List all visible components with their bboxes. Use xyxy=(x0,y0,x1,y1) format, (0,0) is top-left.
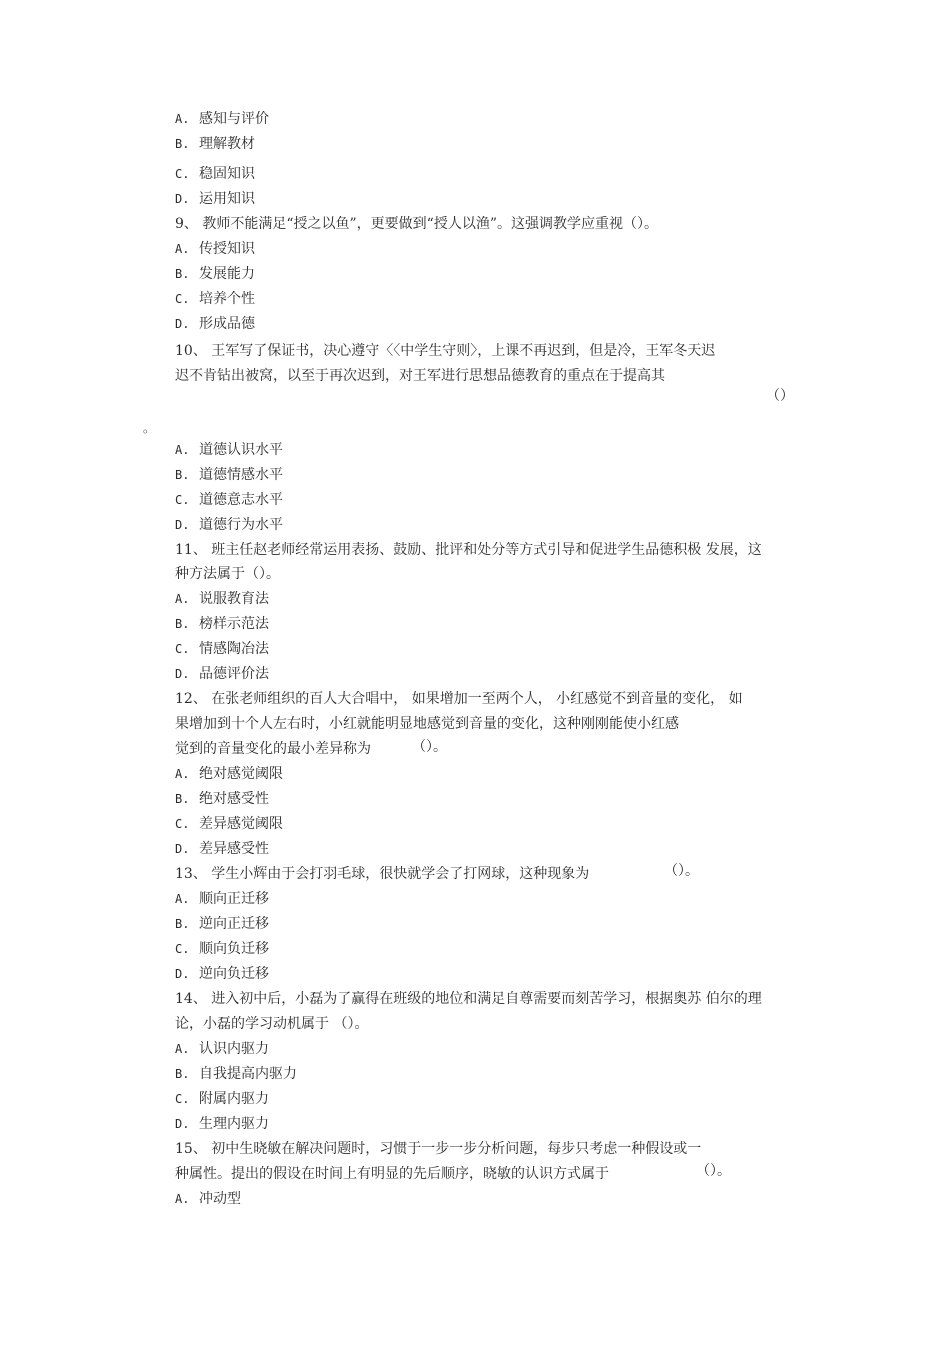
q8-option-a: A. 感知与评价 xyxy=(175,111,269,127)
q14-option-b: B. 自我提高内驱力 xyxy=(175,1066,297,1082)
q14-option-a: A. 认识内驱力 xyxy=(175,1041,269,1057)
q15-answer-paren: （）。 xyxy=(696,1163,731,1179)
q12-option-c: C. 差异感觉阈限 xyxy=(175,816,283,832)
q8-option-c: C. 稳固知识 xyxy=(175,166,255,182)
q11-option-d: D. 品德评价法 xyxy=(175,666,269,682)
q9-option-b: B. 发展能力 xyxy=(175,266,255,282)
q12-option-d: D. 差异感受性 xyxy=(175,841,269,857)
q9-answer-paren: （）。 xyxy=(623,216,658,232)
q10-stem-line1: 10、 王军写了保证书，决心遵守〈〈中学生守则〉，上课不再迟到，但是冷，王军冬天迟 xyxy=(175,343,716,359)
q10-option-b: B. 道德情感水平 xyxy=(175,467,283,483)
q10-option-c: C. 道德意志水平 xyxy=(175,492,283,508)
q12-answer-paren: （）。 xyxy=(412,739,447,755)
q12-stem-line3: 觉到的音量变化的最小差异称为 xyxy=(175,741,371,757)
q10-trailing-mark: 。 xyxy=(143,421,156,435)
q13-answer-paren: （）。 xyxy=(664,863,699,879)
q13-option-d: D. 逆向负迁移 xyxy=(175,966,269,982)
q14-stem-line1: 14、 进入初中后，小磊为了赢得在班级的地位和满足自尊需要而刻苦学习，根据奥苏 伯尔的理 xyxy=(175,991,762,1007)
q13-option-c: C. 顺向负迁移 xyxy=(175,941,269,957)
q8-option-d: D. 运用知识 xyxy=(175,191,255,207)
q13-option-b: B. 逆向正迁移 xyxy=(175,916,269,932)
q11-option-b: B. 榜样示范法 xyxy=(175,616,269,632)
q11-stem-line2: 种方法属于（）。 xyxy=(175,566,280,582)
q15-stem-line1: 15、 初中生晓敏在解决问题时，习惯于一步一步分析问题，每步只考虑一种假设或一 xyxy=(175,1141,702,1157)
q10-answer-paren: （） xyxy=(766,388,794,404)
q8-option-b: B. 理解教材 xyxy=(175,136,255,152)
q12-option-a: A. 绝对感觉阈限 xyxy=(175,766,283,782)
q10-option-d: D. 道德行为水平 xyxy=(175,517,283,533)
q12-stem-line1: 12、 在张老师组织的百人大合唱中， 如果增加一至两个人， 小红感觉不到音量的变化， 如 xyxy=(175,691,743,707)
q12-stem-line2: 果增加到十个人左右时，小红就能明显地感觉到音量的变化，这种刚刚能使小红感 xyxy=(175,716,679,732)
q11-option-a: A. 说服教育法 xyxy=(175,591,269,607)
q13-option-a: A. 顺向正迁移 xyxy=(175,891,269,907)
q14-option-c: C. 附属内驱力 xyxy=(175,1091,269,1107)
q15-option-a: A. 冲动型 xyxy=(175,1191,241,1207)
q12-option-b: B. 绝对感受性 xyxy=(175,791,269,807)
q15-stem-line2: 种属性。提出的假设在时间上有明显的先后顺序，晓敏的认识方式属于 xyxy=(175,1166,609,1182)
q9-option-c: C. 培养个性 xyxy=(175,291,255,307)
q11-option-c: C. 情感陶冶法 xyxy=(175,641,269,657)
q11-stem-line1: 11、 班主任赵老师经常运用表扬、鼓励、批评和处分等方式引导和促进学生品德积极 发展，这 xyxy=(175,542,762,558)
q13-stem: 13、 学生小辉由于会打羽毛球，很快就学会了打网球，这种现象为 xyxy=(175,866,590,882)
q14-option-d: D. 生理内驱力 xyxy=(175,1116,269,1132)
q9-option-a: A. 传授知识 xyxy=(175,241,255,257)
q14-stem-line2: 论，小磊的学习动机属于 （）。 xyxy=(175,1016,369,1032)
q9-stem: 9、 教师不能满足“授之以鱼”，更要做到“授人以渔”。这强调教学应重视（）。 xyxy=(175,216,658,232)
q9-option-d: D. 形成品德 xyxy=(175,316,255,332)
q10-option-a: A. 道德认识水平 xyxy=(175,442,283,458)
q10-stem-line2: 迟不肯钻出被窝，以至于再次迟到，对王军进行思想品德教育的重点在于提高其 xyxy=(175,368,665,384)
